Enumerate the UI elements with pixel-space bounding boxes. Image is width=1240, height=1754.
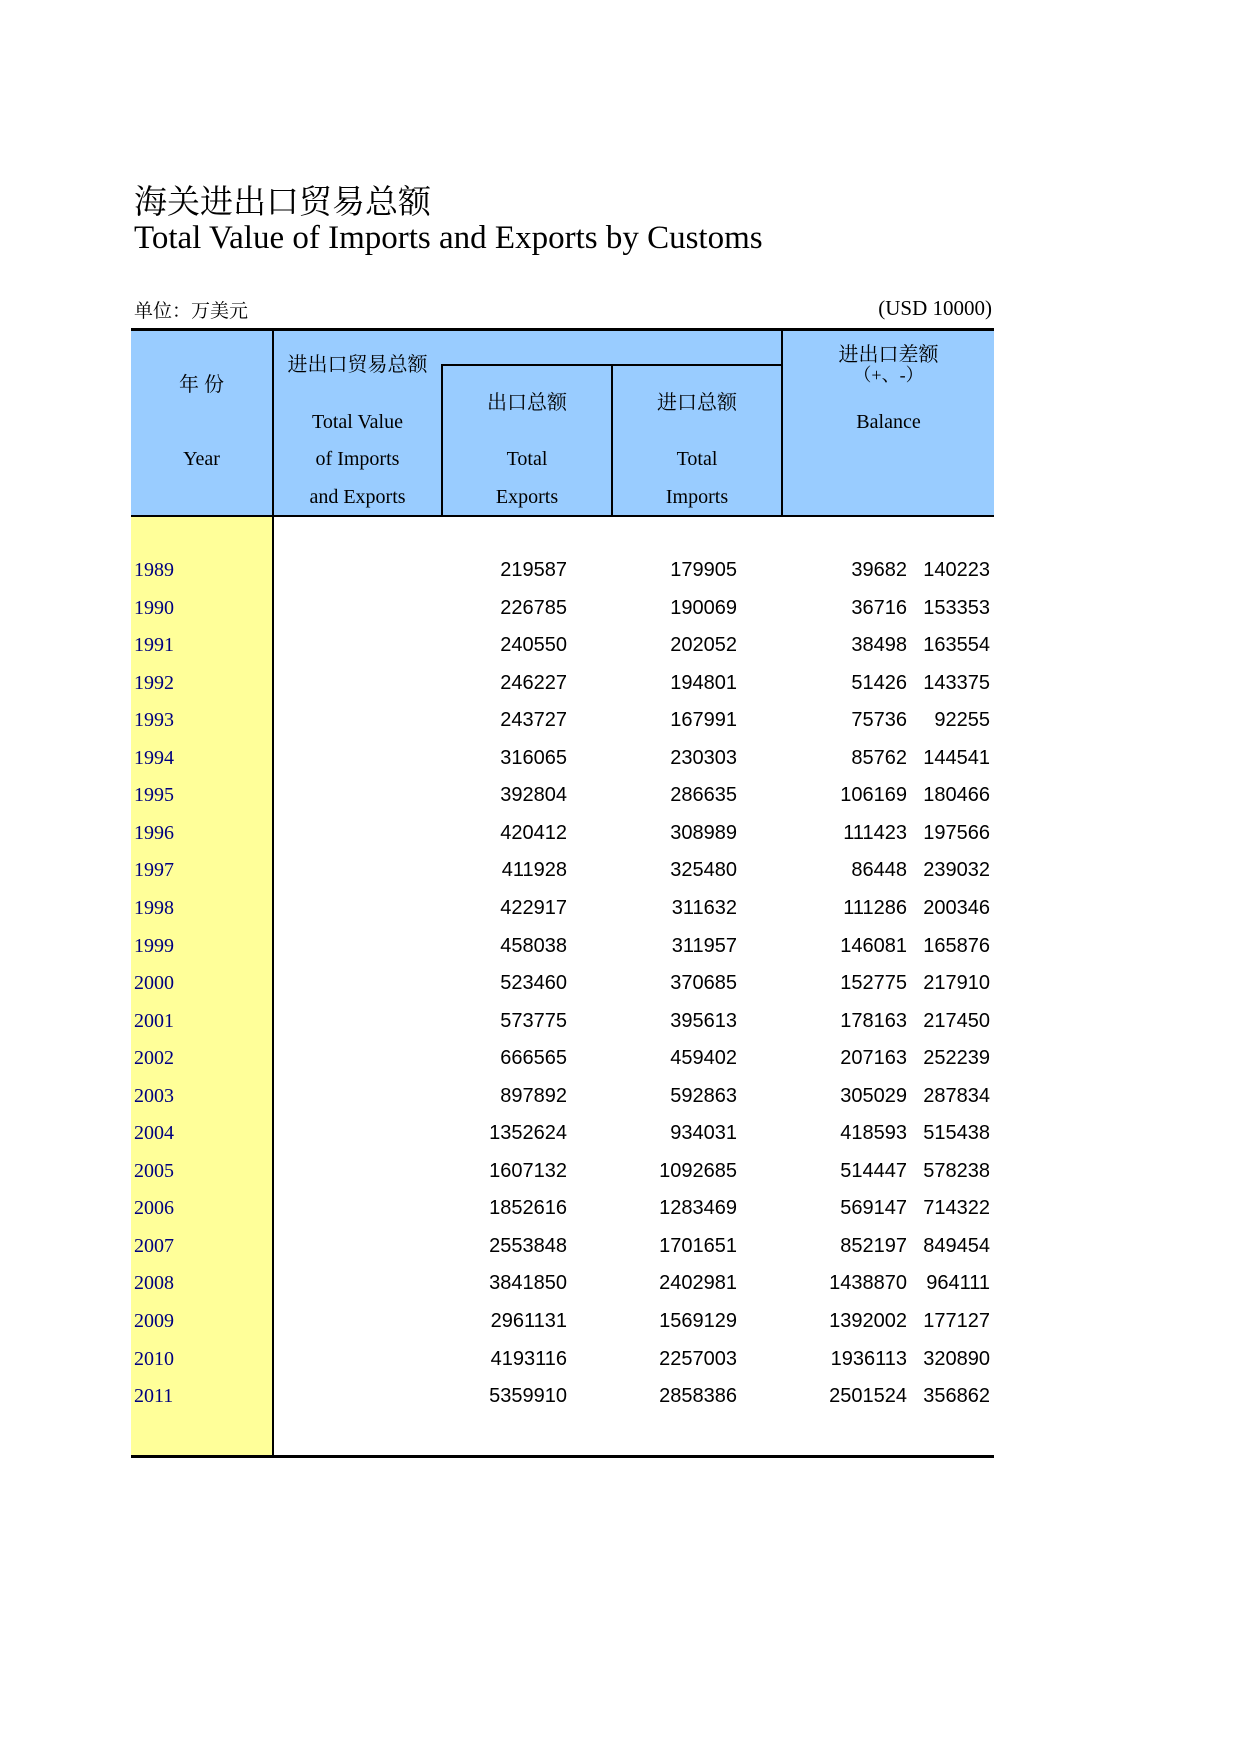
imports-cell: 75736	[851, 709, 907, 732]
header-year-cn: 年 份	[179, 374, 224, 396]
year-cell: 2008	[134, 1272, 174, 1295]
exports-cell: 592863	[670, 1084, 737, 1107]
imports-cell: 111423	[843, 821, 907, 844]
total-value-cell: 666565	[500, 1047, 567, 1070]
table-row	[131, 935, 994, 972]
imports-cell: 2501524	[829, 1385, 907, 1408]
total-value-cell: 3841850	[489, 1272, 567, 1295]
table-row	[131, 897, 994, 934]
table-row	[131, 859, 994, 896]
year-cell: 1996	[134, 821, 174, 844]
exports-cell: 194801	[670, 671, 737, 694]
total-value-cell: 420412	[500, 821, 567, 844]
exports-cell: 395613	[670, 1009, 737, 1032]
imports-cell: 38498	[851, 634, 907, 657]
total-value-cell: 246227	[500, 671, 567, 694]
total-value-cell: 422917	[500, 896, 567, 919]
table-bottom-rule	[131, 1455, 994, 1458]
year-cell: 1991	[134, 634, 174, 657]
balance-cell: 140223	[923, 559, 990, 581]
year-cell: 2010	[134, 1347, 174, 1370]
exports-cell: 230303	[670, 746, 737, 769]
year-cell: 1989	[134, 559, 174, 581]
table-row	[131, 1085, 994, 1122]
balance-cell: 163554	[923, 634, 990, 657]
year-cell: 1995	[134, 784, 174, 807]
imports-cell: 51426	[851, 671, 907, 694]
balance-cell: 849454	[923, 1234, 990, 1257]
header-exports-cn: 出口总额	[487, 392, 567, 414]
table-row	[131, 672, 994, 709]
header-total-en-line3: and Exports	[309, 486, 406, 508]
exports-cell: 2257003	[659, 1347, 737, 1370]
balance-cell: 356862	[923, 1385, 990, 1408]
total-value-cell: 226785	[500, 596, 567, 619]
exports-cell: 311632	[671, 896, 737, 919]
balance-cell: 320890	[923, 1347, 990, 1370]
table-row	[131, 1010, 994, 1047]
table-row	[131, 1122, 994, 1159]
header-total-en-line1: Total Value	[312, 411, 403, 433]
year-cell: 2011	[134, 1385, 174, 1408]
balance-cell: 200346	[923, 896, 990, 919]
imports-cell: 152775	[840, 972, 907, 995]
table-row	[131, 1272, 994, 1309]
total-value-cell: 458038	[500, 934, 567, 957]
exports-cell: 190069	[670, 596, 737, 619]
imports-cell: 36716	[851, 596, 907, 619]
exports-cell: 2858386	[659, 1385, 737, 1408]
total-value-cell: 1852616	[489, 1197, 567, 1220]
total-value-cell: 243727	[500, 709, 567, 732]
exports-cell: 286635	[670, 784, 737, 807]
header-exports-en-line2: Exports	[495, 486, 559, 508]
table-row	[131, 784, 994, 821]
balance-cell: 714322	[923, 1197, 990, 1220]
imports-cell: 514447	[840, 1159, 907, 1182]
imports-cell: 1936113	[830, 1347, 907, 1370]
year-cell: 1993	[134, 709, 174, 732]
total-value-cell: 2553848	[489, 1234, 567, 1257]
balance-cell: 578238	[923, 1159, 990, 1182]
exports-cell: 1283469	[659, 1197, 737, 1220]
table-row	[131, 1235, 994, 1272]
balance-cell: 252239	[923, 1047, 990, 1070]
header-bottom-rule	[131, 515, 994, 517]
balance-cell: 153353	[923, 596, 990, 619]
exports-cell: 308989	[670, 821, 737, 844]
header-imports-en-line2: Imports	[665, 486, 729, 508]
total-value-cell: 523460	[500, 972, 567, 995]
imports-cell: 178163	[840, 1009, 907, 1032]
exports-cell: 202052	[670, 634, 737, 657]
exports-cell: 179905	[670, 559, 737, 581]
table-row	[131, 1047, 994, 1084]
balance-cell: 143375	[923, 671, 990, 694]
unit-label-cn: 单位：万美元	[134, 301, 249, 322]
table-row	[131, 597, 994, 634]
imports-cell: 85762	[851, 746, 907, 769]
total-value-cell: 1352624	[489, 1122, 567, 1145]
total-value-cell: 392804	[500, 784, 567, 807]
imports-cell: 1438870	[829, 1272, 907, 1295]
table-top-rule	[131, 328, 994, 331]
header-total-cn: 进出口贸易总额	[287, 354, 428, 376]
header-imports-cn: 进口总额	[657, 392, 737, 414]
imports-cell: 569147	[840, 1197, 907, 1220]
year-cell: 2005	[134, 1159, 174, 1182]
header-imports-en-line1: Total	[676, 448, 718, 470]
balance-cell: 217910	[923, 972, 990, 995]
table-row	[131, 747, 994, 784]
year-cell: 2002	[134, 1047, 174, 1070]
header-balance-sign: （+、-）	[853, 365, 924, 385]
exports-cell: 1092685	[659, 1159, 737, 1182]
exports-cell: 370685	[670, 972, 737, 995]
total-value-cell: 2961131	[490, 1310, 567, 1332]
table-row	[131, 1348, 994, 1385]
table-row	[131, 1160, 994, 1197]
total-value-cell: 219587	[500, 559, 567, 581]
imports-cell: 106169	[840, 784, 907, 807]
total-value-cell: 316065	[500, 746, 567, 769]
balance-cell: 197566	[923, 821, 990, 844]
balance-cell: 515438	[923, 1122, 990, 1145]
exports-cell: 1569129	[659, 1310, 737, 1332]
exports-cell: 934031	[670, 1122, 737, 1145]
table-row	[131, 1310, 994, 1347]
year-cell: 2007	[134, 1234, 174, 1257]
imports-cell: 207163	[840, 1047, 907, 1070]
exports-cell: 459402	[670, 1047, 737, 1070]
exports-cell: 2402981	[659, 1272, 737, 1295]
imports-cell: 852197	[840, 1234, 907, 1257]
exports-cell: 311957	[671, 934, 737, 957]
trade-table	[131, 328, 994, 1458]
total-value-cell: 573775	[500, 1009, 567, 1032]
imports-cell: 1392002	[829, 1310, 907, 1332]
unit-label-en: (USD 10000)	[878, 296, 992, 320]
table-row	[131, 559, 994, 596]
year-cell: 2009	[134, 1310, 174, 1332]
year-cell: 2004	[134, 1122, 174, 1145]
balance-cell: 964111	[926, 1272, 990, 1295]
balance-cell: 217450	[923, 1009, 990, 1032]
year-cell: 1999	[134, 934, 174, 957]
imports-cell: 86448	[851, 859, 907, 882]
page-title-en: Total Value of Imports and Exports by Customs	[134, 220, 763, 256]
total-value-cell: 4193116	[490, 1347, 567, 1370]
total-value-cell: 5359910	[489, 1385, 567, 1408]
year-cell: 2000	[134, 972, 174, 995]
balance-cell: 239032	[923, 859, 990, 882]
year-cell: 1992	[134, 671, 174, 694]
imports-cell: 146081	[840, 934, 907, 957]
balance-cell: 180466	[923, 784, 990, 807]
table-row	[131, 634, 994, 671]
total-value-cell: 411928	[501, 859, 567, 882]
balance-cell: 177127	[923, 1310, 990, 1332]
header-total-en-line2: of Imports	[315, 448, 400, 470]
year-cell: 1990	[134, 596, 174, 619]
imports-cell: 305029	[840, 1084, 907, 1107]
total-value-cell: 897892	[500, 1084, 567, 1107]
balance-cell: 144541	[923, 746, 990, 769]
total-value-cell: 240550	[500, 634, 567, 657]
table-row	[131, 822, 994, 859]
balance-cell: 165876	[923, 934, 990, 957]
header-balance-en: Balance	[856, 411, 921, 433]
balance-cell: 287834	[923, 1084, 990, 1107]
year-cell: 1998	[134, 896, 174, 919]
header-balance-cn: 进出口差额	[838, 344, 939, 366]
exports-cell: 325480	[670, 859, 737, 882]
page-title-cn: 海关进出口贸易总额	[134, 185, 431, 221]
balance-cell: 92255	[934, 709, 990, 732]
year-cell: 1994	[134, 746, 174, 769]
imports-cell: 39682	[851, 559, 907, 581]
year-cell: 2003	[134, 1084, 174, 1107]
imports-cell: 418593	[840, 1122, 907, 1145]
exports-cell: 1701651	[659, 1234, 737, 1257]
year-cell: 2001	[134, 1009, 174, 1032]
year-cell: 1997	[134, 859, 174, 882]
year-cell: 2006	[134, 1197, 174, 1220]
total-value-cell: 1607132	[489, 1159, 567, 1182]
header-year-en: Year	[183, 448, 220, 470]
imports-cell: 111286	[843, 896, 907, 919]
exports-cell: 167991	[670, 709, 737, 732]
table-row	[131, 1197, 994, 1234]
table-row	[131, 1385, 994, 1422]
table-row	[131, 709, 994, 746]
table-row	[131, 972, 994, 1009]
header-exports-en-line1: Total	[506, 448, 548, 470]
